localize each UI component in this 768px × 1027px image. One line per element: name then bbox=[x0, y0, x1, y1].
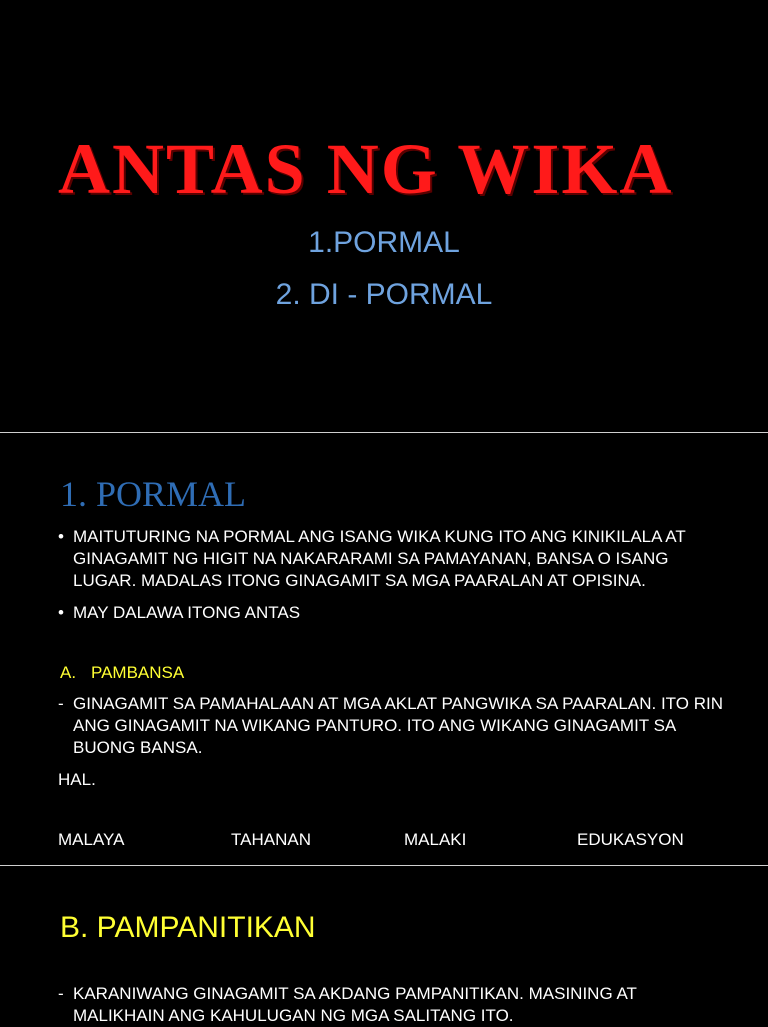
dash-mark: - bbox=[58, 984, 64, 1003]
example-word: EDUKASYON bbox=[577, 830, 684, 849]
sub-heading-pambansa bbox=[60, 662, 184, 684]
hal-label: HAL. bbox=[58, 770, 96, 789]
bullet-mark: • bbox=[58, 603, 64, 622]
example-word: TAHANAN bbox=[231, 830, 311, 849]
dash-item bbox=[58, 983, 730, 1027]
sub-heading-label: PAMBANSA bbox=[91, 663, 185, 682]
slide-title bbox=[0, 0, 768, 432]
bullet-text: MAITUTURING NA PORMAL ANG ISANG WIKA KUNG ITO ANG KINIKILALA AT GINAGAMIT NG HIGIT NA NAKARARAMI SA PAMAYANAN, BANSA O ISANG LUGAR. MADALAS ITONG GINAGAMIT SA MGA PAARALAN AT OPISINA. bbox=[73, 527, 686, 590]
example-word: MALAKI bbox=[404, 830, 467, 849]
bullet-item bbox=[58, 526, 730, 592]
dash-mark: - bbox=[58, 694, 64, 713]
slide-title-heading: ANTAS NG WIKA bbox=[58, 129, 674, 209]
list-item-pormal: 1.PORMAL bbox=[308, 226, 460, 259]
slide-divider bbox=[0, 865, 768, 866]
bullet-text: MAY DALAWA ITONG ANTAS bbox=[73, 603, 301, 622]
bullet-item bbox=[58, 602, 730, 624]
dash-text: KARANIWANG GINAGAMIT SA AKDANG PAMPANITIKAN. MASINING AT MALIKHAIN ANG KAHULUGAN NG MGA SALITANG ITO. bbox=[73, 984, 637, 1025]
bullet-mark: • bbox=[58, 527, 64, 546]
section-heading-pampanitikan: B. PAMPANITIKAN bbox=[60, 911, 316, 944]
section-heading-pormal: 1. PORMAL bbox=[60, 474, 247, 514]
example-word: MALAYA bbox=[58, 830, 125, 849]
list-item-di-pormal: 2. DI - PORMAL bbox=[275, 278, 493, 311]
dash-text: GINAGAMIT SA PAMAHALAAN AT MGA AKLAT PANGWIKA SA PAARALAN. ITO RIN ANG GINAGAMIT NA WIKANG PANTURO. ITO ANG WIKANG GINAGAMIT SA BUONG BANSA. bbox=[73, 694, 723, 757]
dash-item bbox=[58, 693, 730, 759]
sub-heading-letter: A. bbox=[60, 663, 77, 682]
slide-divider bbox=[0, 432, 768, 433]
